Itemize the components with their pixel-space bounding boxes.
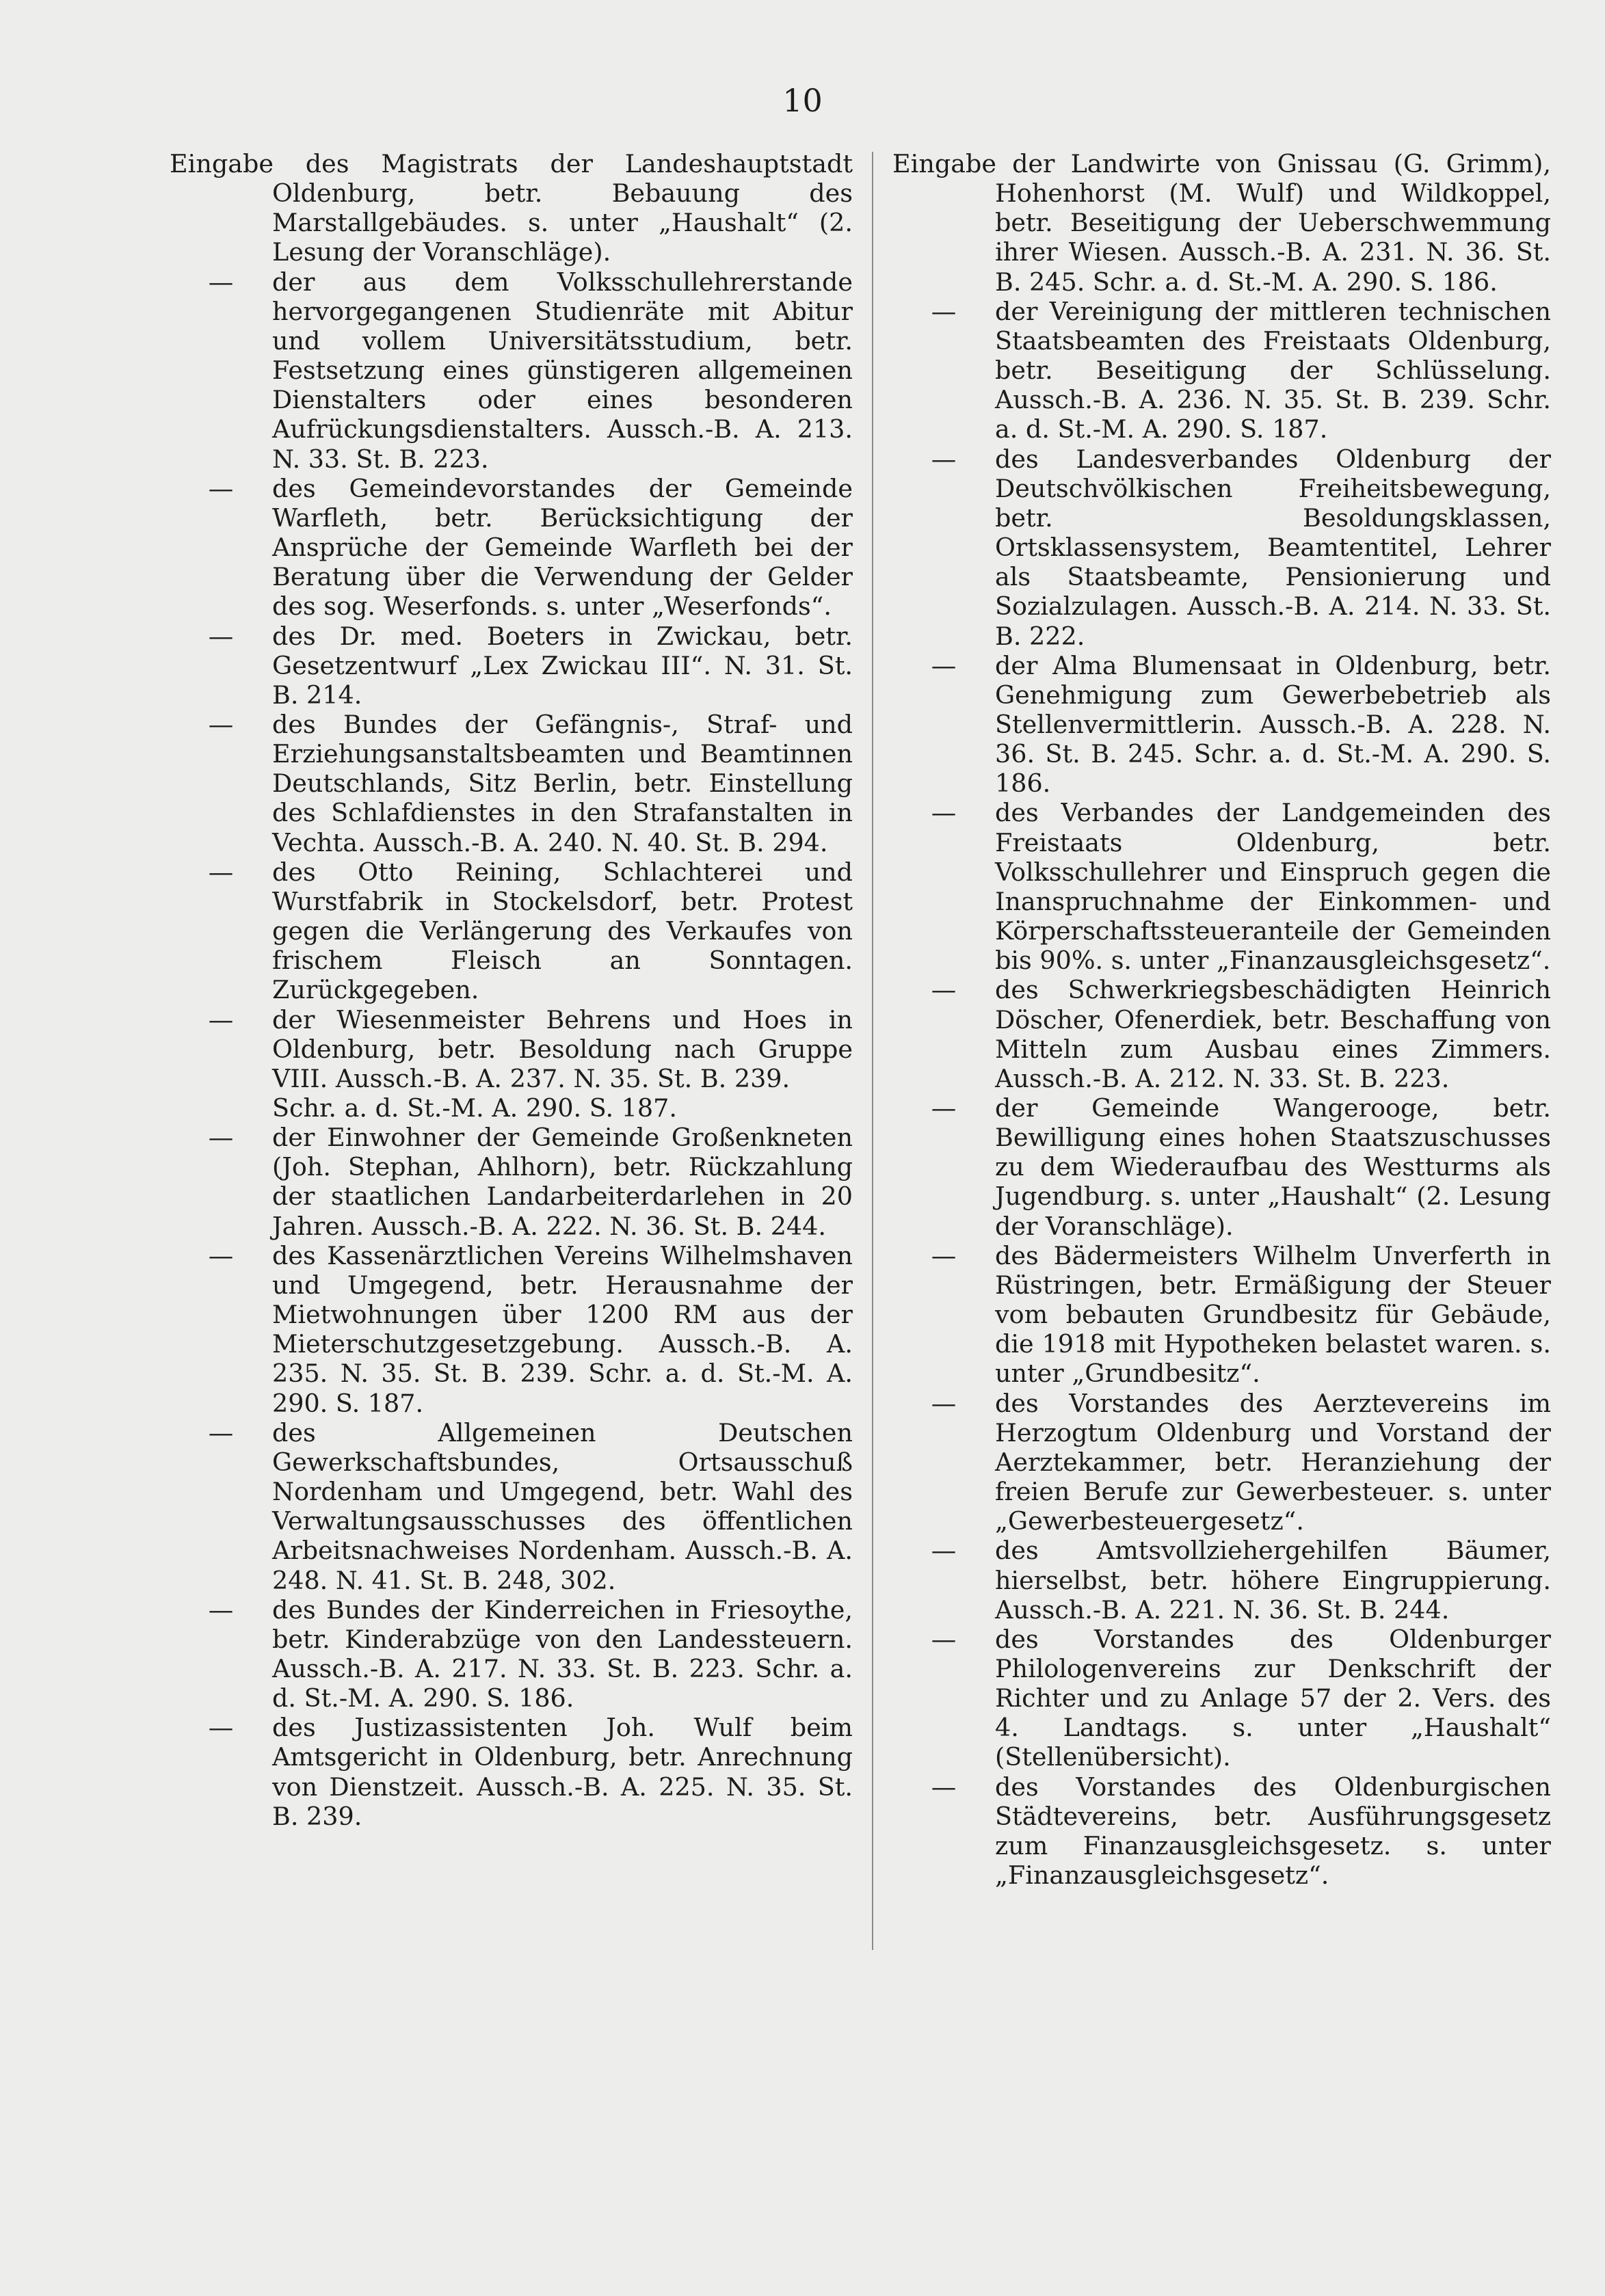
entry-text: des Schwerkriegsbeschädigten Heinrich Döscher, Ofenerdiek, betr. Beschaffung von Mitteln zum Ausbau eines Zimmers. Aussch.-B. A. 212. N. 33. St. B. 223. xyxy=(995,975,1551,1093)
dash-marker: — xyxy=(931,1093,957,1123)
dash-marker: — xyxy=(931,296,957,326)
dash-marker: — xyxy=(208,473,234,503)
list-item xyxy=(892,1389,1551,1536)
dash-marker: — xyxy=(208,267,234,297)
list-item xyxy=(170,1713,853,1831)
dash-marker: — xyxy=(208,1123,234,1153)
entry-text: der Alma Blumensaat in Oldenburg, betr. Genehmigung zum Gewerbebetrieb als Stellenvermittlerin. Aussch.-B. A. 228. N. 36. St. B. 245. Schr. a. d. St.-M. A. 290. S. 186. xyxy=(995,650,1551,799)
list-item xyxy=(170,710,853,857)
column-divider xyxy=(872,152,873,1950)
list-item xyxy=(170,622,853,710)
dash-marker: — xyxy=(208,1004,234,1034)
dash-marker: — xyxy=(208,709,234,739)
entry-text: der Vereinigung der mittleren technischen Staatsbeamten des Freistaats Oldenburg, betr. Beseitigung der Schlüsselung. Aussch.-B. A. 236. N. 35. St. B. 239. Schr. a. d. St.-M. A. 290. S. 187. xyxy=(995,296,1551,444)
entry-text: Eingabe des Magistrats der Landeshauptstadt Oldenburg, betr. Bebauung des Marstallgebäudes. s. unter „Haushalt“ (2. Lesung der Voranschläge). xyxy=(170,149,853,267)
list-item xyxy=(170,1595,853,1713)
list-item xyxy=(892,1772,1551,1891)
entry-text: der Wiesenmeister Behrens und Hoes in Oldenburg, betr. Besoldung nach Gruppe VIII. Aussch.-B. A. 237. N. 35. St. B. 239. xyxy=(272,1004,853,1093)
dash-marker: — xyxy=(208,621,234,651)
dash-marker: — xyxy=(931,1624,957,1654)
list-item xyxy=(170,474,853,622)
dash-marker: — xyxy=(931,1772,957,1802)
list-item xyxy=(170,1418,853,1595)
dash-marker: — xyxy=(208,1417,234,1447)
list-item xyxy=(892,651,1551,799)
list-item xyxy=(892,1536,1551,1624)
entry-continuation: Schr. a. d. St.-M. A. 290. S. 187. xyxy=(272,1093,677,1123)
dash-marker: — xyxy=(931,1536,957,1566)
entry-text: des Vorstandes des Oldenburgischen Städtevereins, betr. Ausführungsgesetz zum Finanzausgleichsgesetz. s. unter „Finanzausgleichsgesetz“. xyxy=(995,1772,1551,1891)
dash-marker: — xyxy=(931,1388,957,1418)
entry-text: des Allgemeinen Deutschen Gewerkschaftsbundes, Ortsausschuß Nordenham und Umgegend, betr. Wahl des Verwaltungsausschusses des öffentlichen Arbeitsnachweises Nordenham. Aussch.-B. A. 248. N. 41. St. B. 248, 302. xyxy=(272,1417,853,1595)
list-item xyxy=(170,1241,853,1418)
dash-marker: — xyxy=(931,444,957,474)
entry-text: des Bundes der Gefängnis-, Straf- und Erziehungsanstaltsbeamten und Beamtinnen Deutschlands, Sitz Berlin, betr. Einstellung des Schlafdienstes in den Strafanstalten in Vechta. Aussch.-B. A. 240. N. 40. St. B. 294. xyxy=(272,709,853,857)
dash-marker: — xyxy=(931,650,957,680)
entry-text: des Justizassistenten Joh. Wulf beim Amtsgericht in Oldenburg, betr. Anrechnung von Dienstzeit. Aussch.-B. A. 225. N. 35. St. B. 239. xyxy=(272,1713,853,1831)
lead-entry xyxy=(170,149,853,267)
entry-text: des Kassenärztlichen Vereins Wilhelmshaven und Umgegend, betr. Herausnahme der Mietwohnungen über 1200 RM aus der Mieterschutzgesetzgebung. Aussch.-B. A. 235. N. 35. St. B. 239. Schr. a. d. St.-M. A. 290. S. 187. xyxy=(272,1240,853,1418)
entry-text: des Verbandes der Landgemeinden des Freistaats Oldenburg, betr. Volksschullehrer und Einspruch gegen die Inanspruchnahme der Einkommen- und Körperschaftssteueranteile der Gemeinden bis 90%. s. unter „Finanzausgleichsgesetz“. xyxy=(995,798,1551,976)
entry-text: Eingabe der Landwirte von Gnissau (G. Grimm), Hohenhorst (M. Wulf) und Wildkoppel, betr. Beseitigung der Ueberschwemmung ihrer Wiesen. Aussch.-B. A. 231. N. 36. St. B. 245. Schr. a. d. St.-M. A. 290. S. 186. xyxy=(892,149,1551,297)
right-column xyxy=(892,149,1551,1890)
dash-marker: — xyxy=(208,1594,234,1625)
entry-text: des Otto Reining, Schlachterei und Wurstfabrik in Stockelsdorf, betr. Protest gegen die Verlängerung des Verkaufes von frischem Fleisch an Sonntagen. Zurückgegeben. xyxy=(272,857,853,1005)
entry-text: des Amtsvollziehergehilfen Bäumer, hierselbst, betr. höhere Eingruppierung. Aussch.-B. A. 221. N. 36. St. B. 244. xyxy=(995,1536,1551,1625)
list-item xyxy=(170,1005,853,1093)
list-item xyxy=(170,267,853,474)
page-number: 10 xyxy=(782,82,823,119)
dash-marker: — xyxy=(931,798,957,828)
lead-entry xyxy=(892,149,1551,297)
list-item xyxy=(892,1093,1551,1241)
entry-text: der Gemeinde Wangerooge, betr. Bewilligung eines hohen Staatszuschusses zu dem Wiederaufbau des Westturms als Jugendburg. s. unter „Haushalt“ (2. Lesung der Voranschläge). xyxy=(995,1093,1551,1241)
list-item xyxy=(170,1123,853,1241)
list-item xyxy=(892,297,1551,444)
entry-text: der aus dem Volksschullehrerstande hervorgegangenen Studienräte mit Abitur und vollem Universitätsstudium, betr. Festsetzung eines günstigeren allgemeinen Dienstalters oder eines besonderen Aufrückungsdienstalters. Aussch.-B. A. 213. N. 33. St. B. 223. xyxy=(272,267,853,474)
entry-text: des Landesverbandes Oldenburg der Deutschvölkischen Freiheitsbewegung, betr. Besoldungsklassen, Ortsklassensystem, Beamtentitel, Lehrer als Staatsbeamte, Pensionierung und Sozialzulagen. Aussch.-B. A. 214. N. 33. St. B. 222. xyxy=(995,444,1551,651)
entry-text: des Vorstandes des Aerztevereins im Herzogtum Oldenburg und Vorstand der Aerztekammer, betr. Heranziehung der freien Berufe zur Gewerbesteuer. s. unter „Gewerbesteuergesetz“. xyxy=(995,1388,1551,1536)
dash-marker: — xyxy=(208,1713,234,1743)
dash-marker: — xyxy=(931,975,957,1005)
entry-text: des Vorstandes des Oldenburger Philologenvereins zur Denkschrift der Richter und zu Anlage 57 der 2. Vers. des 4. Landtags. s. unter „Haushalt“ (Stellenübersicht). xyxy=(995,1624,1551,1772)
list-item xyxy=(892,1625,1551,1772)
list-item xyxy=(892,1241,1551,1389)
entry-text: des Gemeindevorstandes der Gemeinde Warfleth, betr. Berücksichtigung der Ansprüche der Gemeinde Warfleth bei der Beratung über die Verwendung der Gelder des sog. Weserfonds. s. unter „Weserfonds“. xyxy=(272,473,853,622)
entry-text: des Dr. med. Boeters in Zwickau, betr. Gesetzentwurf „Lex Zwickau III“. N. 31. St. B. 214. xyxy=(272,621,853,710)
dash-marker: — xyxy=(208,1240,234,1270)
entry-text: des Bädermeisters Wilhelm Unverferth in Rüstringen, betr. Ermäßigung der Steuer vom bebauten Grundbesitz für Gebäude, die 1918 mit Hypotheken belastet waren. s. unter „Grundbesitz“. xyxy=(995,1240,1551,1389)
entry-text: der Einwohner der Gemeinde Großenkneten (Joh. Stephan, Ahlhorn), betr. Rückzahlung der staatlichen Landarbeiterdarlehen in 20 Jahren. Aussch.-B. A. 222. N. 36. St. B. 244. xyxy=(272,1123,853,1241)
list-item xyxy=(892,975,1551,1093)
list-item xyxy=(170,857,853,1005)
dash-marker: — xyxy=(931,1240,957,1270)
list-item xyxy=(892,798,1551,975)
list-item xyxy=(892,444,1551,651)
left-column xyxy=(170,149,853,1831)
dash-marker: — xyxy=(208,857,234,887)
entry-text: des Bundes der Kinderreichen in Friesoythe, betr. Kinderabzüge von den Landessteuern. Aussch.-B. A. 217. N. 33. St. B. 223. Schr. a. d. St.-M. A. 290. S. 186. xyxy=(272,1594,853,1713)
